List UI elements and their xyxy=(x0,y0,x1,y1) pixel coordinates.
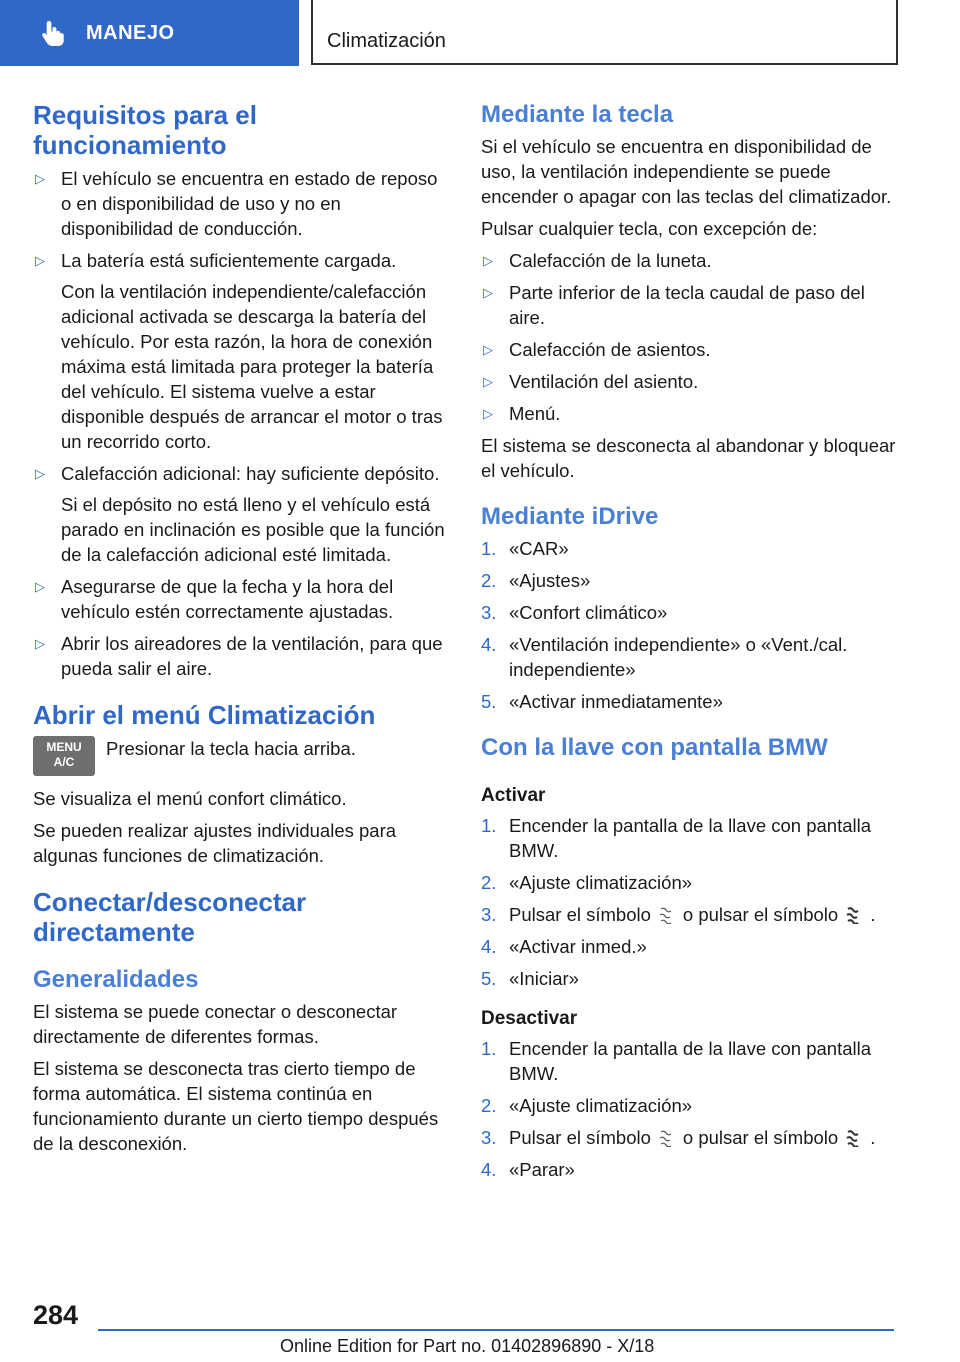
list-item xyxy=(481,337,899,362)
connect-heading: Conectar/desconectar directamente xyxy=(33,887,307,947)
list-item-text: Parte inferior de la tecla caudal de paso del aire. xyxy=(509,282,865,328)
step-number: 5. xyxy=(481,968,497,989)
idrive-steps xyxy=(481,536,899,714)
paragraph: Si el vehículo se encuentra en disponibilidad de uso, la ventilación independiente se puede encender o apagar con las teclas del climatizador. xyxy=(481,136,892,207)
triangle-bullet-icon: ▷ xyxy=(35,253,45,268)
list-item xyxy=(481,870,899,895)
paragraph: Se pueden realizar ajustes individuales para algunas funciones de climatización. xyxy=(33,820,397,866)
sentence-end: . xyxy=(870,1127,876,1148)
step-number: 4. xyxy=(481,1159,497,1180)
deactivate-steps xyxy=(481,1036,899,1182)
list-item-text: «CAR» xyxy=(509,538,569,559)
left-column xyxy=(33,100,451,1163)
menu-button-line1: MENU xyxy=(46,740,82,754)
fan-outline-icon xyxy=(657,1128,677,1146)
activate-heading: Activar xyxy=(481,785,546,806)
or-symbol-text: o pulsar el símbolo xyxy=(682,1127,839,1148)
list-item xyxy=(481,1157,899,1182)
fan-filled-icon xyxy=(844,905,864,923)
list-item xyxy=(481,1036,899,1086)
idrive-heading: Mediante iDrive xyxy=(481,503,659,530)
triangle-bullet-icon: ▷ xyxy=(483,285,493,300)
step-number: 3. xyxy=(481,1127,497,1148)
triangle-bullet-icon: ▷ xyxy=(483,342,493,357)
step-number: 2. xyxy=(481,872,497,893)
list-item xyxy=(481,1093,899,1118)
edition-text: Online Edition for Part no. 01402896890 - X/18 xyxy=(280,1336,655,1356)
fan-outline-icon xyxy=(657,905,677,923)
menu-ac-button-image xyxy=(33,736,95,776)
step-number: 4. xyxy=(481,936,497,957)
list-item xyxy=(481,536,899,561)
list-item-text: Calefacción de la luneta. xyxy=(509,250,712,271)
step-number: 1. xyxy=(481,1038,497,1059)
list-item xyxy=(481,632,899,682)
step-number: 1. xyxy=(481,538,497,559)
list-item xyxy=(481,280,899,330)
list-item-text: Menú. xyxy=(509,403,561,424)
list-item-text: La batería está suficientemente cargada. xyxy=(61,250,397,271)
key-heading: Mediante la tecla xyxy=(481,101,674,128)
list-item xyxy=(481,600,899,625)
list-item-text: «Confort climático» xyxy=(509,602,668,623)
step-number: 4. xyxy=(481,634,497,655)
triangle-bullet-icon: ▷ xyxy=(483,406,493,421)
list-item xyxy=(481,966,899,991)
step-number: 3. xyxy=(481,904,497,925)
list-item xyxy=(481,1125,899,1150)
step-number: 2. xyxy=(481,1095,497,1116)
fan-filled-icon xyxy=(844,1128,864,1146)
section-tab xyxy=(311,0,898,65)
list-item-text: «Iniciar» xyxy=(509,968,579,989)
list-item xyxy=(481,934,899,959)
list-item-text: Calefacción de asientos. xyxy=(509,339,711,360)
paragraph: El sistema se desconecta al abandonar y bloquear el vehículo. xyxy=(481,435,896,481)
list-item-text: «Activar inmed.» xyxy=(509,936,647,957)
triangle-bullet-icon: ▷ xyxy=(483,253,493,268)
list-item xyxy=(481,902,899,927)
list-item-text: Asegurarse de que la fecha y la hora del vehículo estén correctamente ajustadas. xyxy=(61,576,394,622)
activate-steps xyxy=(481,813,899,991)
triangle-bullet-icon: ▷ xyxy=(483,374,493,389)
hand-pointer-icon xyxy=(38,18,68,48)
page-number: 284 xyxy=(33,1300,79,1330)
paragraph: El sistema se desconecta tras cierto tiempo de forma automática. El sistema continúa en funcionamiento durante un cierto tiempo después de la desconexión. xyxy=(33,1058,439,1154)
list-item xyxy=(33,166,451,241)
menu-press-text: Presionar la tecla hacia arriba. xyxy=(106,738,356,759)
menu-heading: Abrir el menú Climatización xyxy=(33,700,376,730)
deactivate-heading: Desactivar xyxy=(481,1008,578,1029)
general-heading: Generalidades xyxy=(33,966,199,993)
triangle-bullet-icon: ▷ xyxy=(35,579,45,594)
or-symbol-text: o pulsar el símbolo xyxy=(682,904,839,925)
footer-divider xyxy=(98,1329,894,1331)
exceptions-list xyxy=(481,248,899,426)
section-label: Climatización xyxy=(327,30,446,52)
menu-instruction xyxy=(33,736,451,776)
list-item-text: Pulsar el símbolo xyxy=(509,1127,651,1148)
bmw-key-heading: Con la llave con pantalla BMW xyxy=(481,734,828,761)
paragraph: El sistema se puede conectar o desconectar directamente de diferentes formas. xyxy=(33,1001,398,1047)
list-item-text: Pulsar el símbolo xyxy=(509,904,651,925)
list-item xyxy=(481,401,899,426)
chapter-tab xyxy=(0,0,299,66)
paragraph: Se visualiza el menú confort climático. xyxy=(33,788,347,809)
list-item-text: «Ajuste climatización» xyxy=(509,1095,693,1116)
list-item-text: El vehículo se encuentra en estado de reposo o en disponibilidad de uso y no en disponibilidad de conducción. xyxy=(61,168,438,239)
triangle-bullet-icon: ▷ xyxy=(35,466,45,481)
list-item-text: «Ajuste climatización» xyxy=(509,872,693,893)
list-item xyxy=(33,461,451,567)
step-number: 3. xyxy=(481,602,497,623)
requirements-heading: Requisitos para el funcionamiento xyxy=(33,100,257,160)
list-item-text: «Ventilación independiente» o «Vent./cal. independiente» xyxy=(509,634,848,680)
list-item-text: Ventilación del asiento. xyxy=(509,371,699,392)
chapter-label: MANEJO xyxy=(86,21,175,44)
requirements-list xyxy=(33,166,451,681)
list-item-text: «Activar inmediatamente» xyxy=(509,691,723,712)
list-item xyxy=(481,813,899,863)
list-item-detail: Con la ventilación independiente/calefacción adicional activada se descarga la batería del vehículo. Por esta razón, la hora de conexión máxima está limitada para proteger la batería del vehículo. El sistema vuelve a estar disponible después de arrancar el motor o tras un recorrido corto. xyxy=(61,281,443,452)
list-item xyxy=(33,574,451,624)
list-item-text: «Parar» xyxy=(509,1159,575,1180)
paragraph: Pulsar cualquier tecla, con excepción de: xyxy=(481,218,818,239)
list-item xyxy=(33,631,451,681)
list-item xyxy=(33,248,451,454)
list-item xyxy=(481,248,899,273)
list-item-text: «Ajustes» xyxy=(509,570,591,591)
menu-button-line2: A/C xyxy=(53,755,75,769)
list-item xyxy=(481,369,899,394)
list-item xyxy=(481,568,899,593)
step-number: 1. xyxy=(481,815,497,836)
right-column xyxy=(481,100,899,1189)
triangle-bullet-icon: ▷ xyxy=(35,636,45,651)
list-item-text: Calefacción adicional: hay suficiente depósito. xyxy=(61,463,440,484)
sentence-end: . xyxy=(870,904,876,925)
header-bar xyxy=(0,0,960,66)
list-item-detail: Si el depósito no está lleno y el vehículo está parado en inclinación es posible que la función de la calefacción adicional esté limitada. xyxy=(61,494,445,565)
list-item-text: Encender la pantalla de la llave con pantalla BMW. xyxy=(509,1038,872,1084)
list-item-text: Abrir los aireadores de la ventilación, para que pueda salir el aire. xyxy=(61,633,443,679)
step-number: 5. xyxy=(481,691,497,712)
list-item xyxy=(481,689,899,714)
list-item-text: Encender la pantalla de la llave con pantalla BMW. xyxy=(509,815,872,861)
step-number: 2. xyxy=(481,570,497,591)
triangle-bullet-icon: ▷ xyxy=(35,171,45,186)
